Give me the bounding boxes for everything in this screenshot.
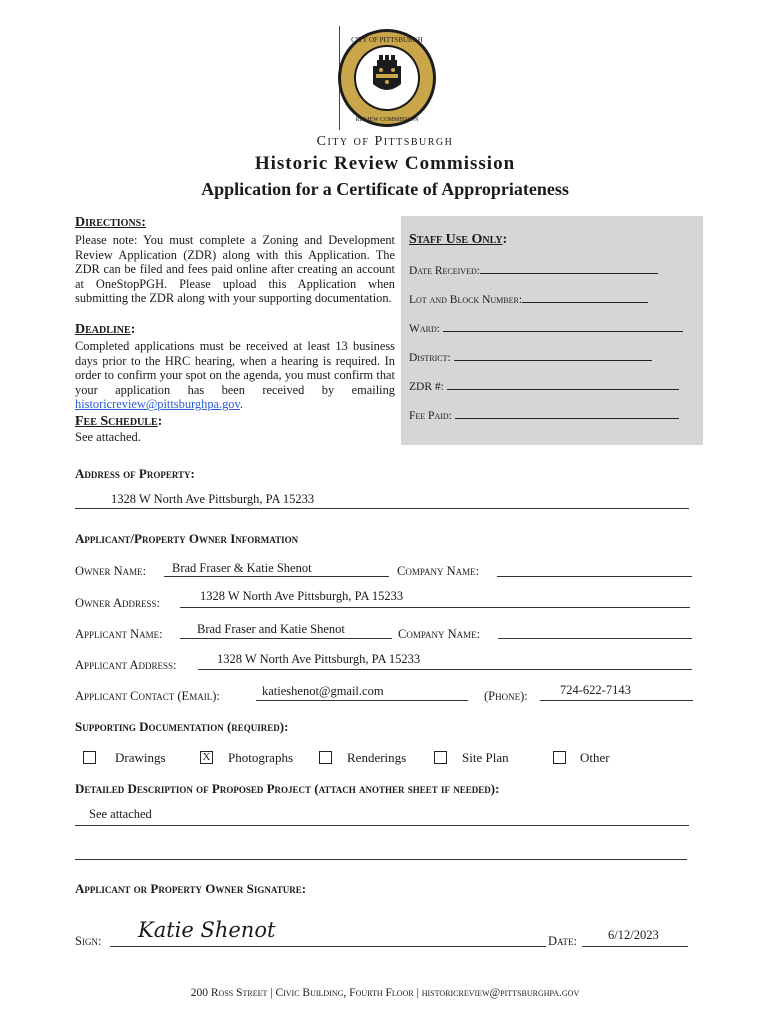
photographs-label: Photographs [228, 750, 293, 765]
signature-text[interactable]: Katie Shenot [138, 918, 276, 942]
contact-email-value[interactable]: katieshenot@gmail.com [262, 684, 384, 698]
staff-district: District: [409, 350, 652, 364]
site-plan-checkbox[interactable] [434, 751, 447, 764]
applicant-name-line [180, 638, 392, 639]
address-line [75, 508, 689, 509]
deadline-text: Completed applications must be received at least 13 business days prior to the HRC hearing, when a hearing is required. In order to confirm your spot on the agenda, you must confirm that your application has been received by emailing historicreview@pittsburghpa.gov. [75, 339, 395, 412]
staff-lot-block: Lot and Block Number: [409, 292, 648, 306]
owner-address-line [180, 607, 690, 608]
other-checkbox[interactable] [553, 751, 566, 764]
directions-text: Please note: You must complete a Zoning and Development Review Application (ZDR) along with this Application. The ZDR can be filed and fees paid online after creating an account at OneStopPGH. Please upload this Application when submitting the ZDR along with your supporting documentation. [75, 233, 395, 306]
city-name: City of Pittsburgh [316, 134, 454, 149]
staff-ward: Ward: [409, 321, 683, 335]
address-value[interactable]: 1328 W North Ave Pittsburgh, PA 15233 [111, 492, 315, 506]
applicant-address-line [198, 669, 692, 670]
date-value[interactable]: 6/12/2023 [608, 928, 659, 942]
other-label: Other [580, 750, 610, 765]
company-name-line-2[interactable] [498, 638, 692, 639]
description-line-1 [75, 825, 689, 826]
phone-value[interactable]: 724-622-7143 [560, 683, 631, 697]
supporting-heading: Supporting Documentation (required): [75, 719, 289, 734]
applicant-name-label: Applicant Name: [75, 627, 163, 641]
description-line-2[interactable] [75, 859, 687, 860]
footer-text: 200 Ross Street | Civic Building, Fourth Floor | historicreview@pittsburghpa.gov [190, 987, 580, 999]
staff-use-box [401, 216, 703, 445]
photographs-checkbox[interactable]: X [200, 751, 213, 764]
deadline-heading: Deadline: [75, 322, 136, 337]
date-line [582, 946, 688, 947]
owner-address-label: Owner Address: [75, 596, 160, 610]
company-name-line[interactable] [497, 576, 692, 577]
owner-name-label: Owner Name: [75, 564, 147, 578]
fee-schedule-heading: Fee Schedule: [75, 414, 163, 429]
drawings-checkbox[interactable] [83, 751, 96, 764]
email-link[interactable]: historicreview@pittsburghpa.gov [75, 397, 240, 412]
sign-label: Sign: [75, 934, 102, 948]
applicant-name-value[interactable]: Brad Fraser and Katie Shenot [197, 622, 345, 636]
renderings-checkbox[interactable] [319, 751, 332, 764]
applicant-section-heading: Applicant/Property Owner Information [75, 531, 299, 546]
owner-name-line [164, 576, 389, 577]
owner-address-value[interactable]: 1328 W North Ave Pittsburgh, PA 15233 [200, 589, 404, 603]
staff-fee-paid: Fee Paid: [409, 408, 679, 422]
commission-title: Historic Review Commission [254, 153, 516, 174]
description-value[interactable]: See attached [89, 807, 152, 821]
contact-email-label: Applicant Contact (Email): [75, 689, 220, 703]
fee-schedule-text: See attached. [75, 430, 141, 444]
address-label: Address of Property: [75, 466, 195, 481]
signature-heading: Applicant or Property Owner Signature: [75, 881, 307, 896]
application-title: Application for a Certificate of Appropriateness [201, 179, 569, 199]
date-label: Date: [548, 934, 577, 948]
staff-use-heading: Staff Use Only: [409, 232, 508, 247]
description-heading: Detailed Description of Proposed Project (attach another sheet if needed): [75, 781, 500, 796]
signature-line [110, 946, 546, 947]
city-seal-icon [337, 28, 437, 128]
drawings-label: Drawings [115, 750, 166, 765]
site-plan-label: Site Plan [462, 750, 509, 765]
staff-zdr: ZDR #: [409, 379, 679, 393]
svg-text:REVIEW COMMISSION: REVIEW COMMISSION [355, 117, 419, 123]
directions-heading: Directions: [75, 215, 146, 230]
applicant-address-value[interactable]: 1328 W North Ave Pittsburgh, PA 15233 [217, 652, 421, 666]
contact-email-line [256, 700, 468, 701]
svg-text:CITY OF PITTSBURGH: CITY OF PITTSBURGH [351, 36, 423, 44]
phone-label: (Phone): [484, 689, 528, 703]
staff-date-received: Date Received: [409, 263, 658, 277]
company-name-label: Company Name: [397, 564, 480, 578]
owner-name-value[interactable]: Brad Fraser & Katie Shenot [172, 561, 312, 575]
phone-line [540, 700, 693, 701]
company-name-label-2: Company Name: [398, 627, 481, 641]
applicant-address-label: Applicant Address: [75, 658, 177, 672]
renderings-label: Renderings [347, 750, 407, 765]
